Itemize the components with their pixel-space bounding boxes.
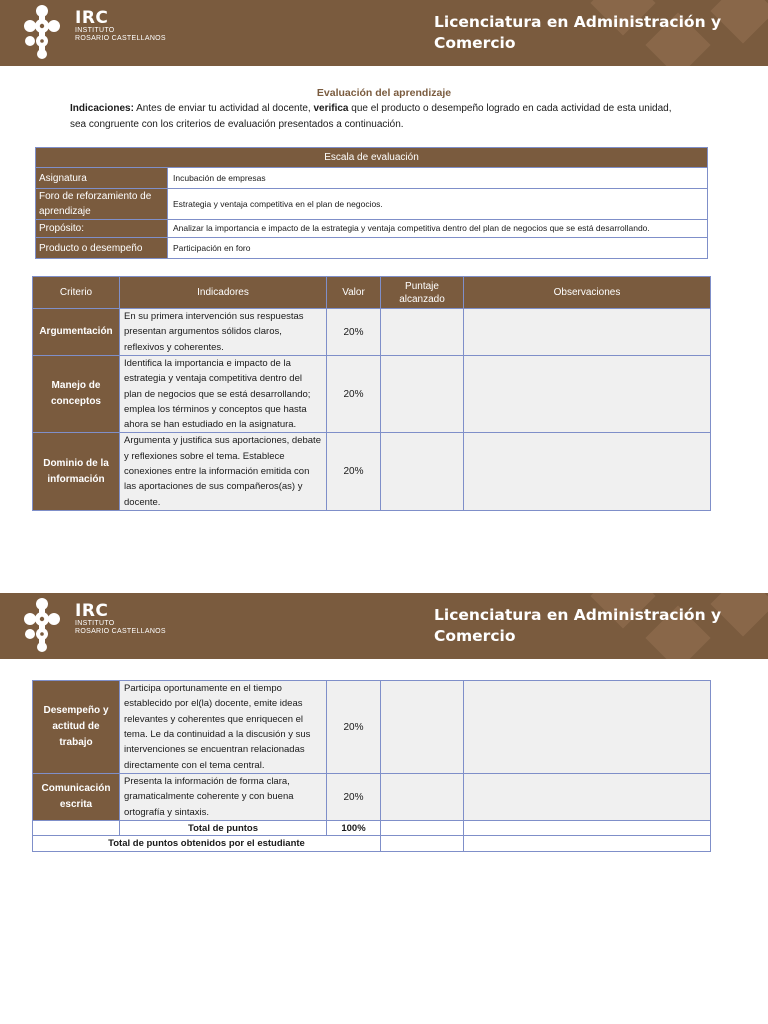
scale-value: Analizar la importancia e impacto de la estrategia y ventaja competitiva dentro del plan de negocios que se está desarrollando. bbox=[168, 220, 708, 238]
indicador-cell: Identifica la importancia e impacto de la estrategia y ventaja competitiva dentro del plan de negocios que se está desarrollando; emplea los términos y conceptos que hasta ahora se han estudiado en la asignatura. bbox=[120, 356, 327, 433]
scale-label: Asignatura bbox=[36, 168, 168, 189]
student-total-label: Total de puntos obtenidos por el estudiante bbox=[33, 836, 381, 852]
total-row bbox=[33, 821, 711, 836]
valor-cell: 20% bbox=[327, 356, 381, 433]
puntaje-cell[interactable] bbox=[381, 309, 464, 356]
evaluation-title: Evaluación del aprendizaje bbox=[316, 87, 452, 99]
student-total-row bbox=[33, 836, 711, 852]
valor-cell: 20% bbox=[327, 681, 381, 774]
logo-line2: ROSARIO CASTELLANOS bbox=[75, 628, 166, 635]
program-title: Licenciatura en Administración y Comercio bbox=[434, 606, 722, 645]
logo-line1: INSTITUTO bbox=[75, 27, 115, 34]
valor-cell: 20% bbox=[327, 774, 381, 821]
logo-line1: INSTITUTO bbox=[75, 620, 115, 627]
irc-logo-icon bbox=[22, 596, 62, 654]
instructions-text-1: Antes de enviar tu actividad al docente, bbox=[133, 103, 314, 114]
puntaje-cell[interactable] bbox=[381, 774, 464, 821]
scale-value: Participación en foro bbox=[168, 238, 708, 259]
evaluation-scale-table bbox=[35, 147, 708, 259]
header-banner bbox=[0, 0, 768, 66]
header-banner-page2 bbox=[0, 593, 768, 659]
observaciones-cell[interactable] bbox=[464, 356, 711, 433]
scale-value: Incubación de empresas bbox=[168, 168, 708, 189]
table-row bbox=[33, 356, 711, 433]
rubric-table bbox=[32, 276, 711, 511]
scale-value: Estrategia y ventaja competitiva en el plan de negocios. bbox=[168, 189, 708, 220]
puntaje-cell[interactable] bbox=[381, 433, 464, 510]
observaciones-cell[interactable] bbox=[464, 309, 711, 356]
total-label: Total de puntos bbox=[120, 821, 327, 836]
total-observaciones-cell[interactable] bbox=[464, 821, 711, 836]
header-puntaje: Puntaje alcanzado bbox=[381, 277, 464, 309]
criterio-cell: Argumentación bbox=[33, 309, 120, 356]
observaciones-cell[interactable] bbox=[464, 681, 711, 774]
header-valor: Valor bbox=[327, 277, 381, 309]
indicador-cell: Argumenta y justifica sus aportaciones, debate y reflexiones sobre el tema. Establece conexiones entre la información emitida con las aportaciones de sus compañeros(as) y docente. bbox=[120, 433, 327, 510]
scale-label: Foro de reforzamiento de aprendizaje bbox=[36, 189, 168, 220]
observaciones-cell[interactable] bbox=[464, 774, 711, 821]
table-row bbox=[33, 774, 711, 821]
criterio-cell: Comunicación escrita bbox=[33, 774, 120, 821]
table-row bbox=[33, 681, 711, 774]
table-row bbox=[33, 309, 711, 356]
rubric-table-continued bbox=[32, 680, 711, 852]
instructions-bold: verifica bbox=[313, 103, 349, 114]
indicador-cell: Presenta la información de forma clara, gramaticalmente coherente y con buena ortografía y sintaxis. bbox=[120, 774, 327, 821]
indicador-cell: Participa oportunamente en el tiempo establecido por el(la) docente, emite ideas relevantes y coherentes que enriquecen el tema. Le da continuidad a la discusión y sus intervenciones se encuentran relacionadas directamente con el tema central. bbox=[120, 681, 327, 774]
total-value: 100% bbox=[327, 821, 381, 836]
total-puntaje-cell[interactable] bbox=[381, 821, 464, 836]
puntaje-cell[interactable] bbox=[381, 356, 464, 433]
valor-cell: 20% bbox=[327, 309, 381, 356]
logo-name: IRC bbox=[75, 601, 109, 621]
scale-label: Propósito: bbox=[36, 220, 168, 238]
student-total-observaciones-cell[interactable] bbox=[464, 836, 711, 852]
puntaje-cell[interactable] bbox=[381, 681, 464, 774]
irc-logo-icon bbox=[22, 3, 62, 61]
instructions-text-2: que el producto o desempeño logrado en cada actividad de esta unidad, sea congruente con los criterios de evaluación presentados a continuación. bbox=[70, 103, 672, 130]
observaciones-cell[interactable] bbox=[464, 433, 711, 510]
criterio-cell: Dominio de la información bbox=[33, 433, 120, 510]
instructions bbox=[70, 101, 690, 133]
header-observaciones: Observaciones bbox=[464, 277, 711, 309]
header-indicadores: Indicadores bbox=[120, 277, 327, 309]
logo-text bbox=[75, 603, 166, 636]
logo-name: IRC bbox=[75, 8, 109, 28]
table-row bbox=[33, 433, 711, 510]
criterio-cell: Desempeño y actitud de trabajo bbox=[33, 681, 120, 774]
valor-cell: 20% bbox=[327, 433, 381, 510]
header-criterio: Criterio bbox=[33, 277, 120, 309]
logo-line2: ROSARIO CASTELLANOS bbox=[75, 35, 166, 42]
indicador-cell: En su primera intervención sus respuestas presentan argumentos sólidos claros, reflexivos y coherentes. bbox=[120, 309, 327, 356]
scale-label: Producto o desempeño bbox=[36, 238, 168, 259]
scale-header: Escala de evaluación bbox=[36, 148, 708, 168]
program-title: Licenciatura en Administración y Comercio bbox=[434, 13, 722, 52]
instructions-label: Indicaciones: bbox=[70, 103, 134, 114]
student-total-cell[interactable] bbox=[381, 836, 464, 852]
logo-text bbox=[75, 10, 166, 43]
criterio-cell: Manejo de conceptos bbox=[33, 356, 120, 433]
